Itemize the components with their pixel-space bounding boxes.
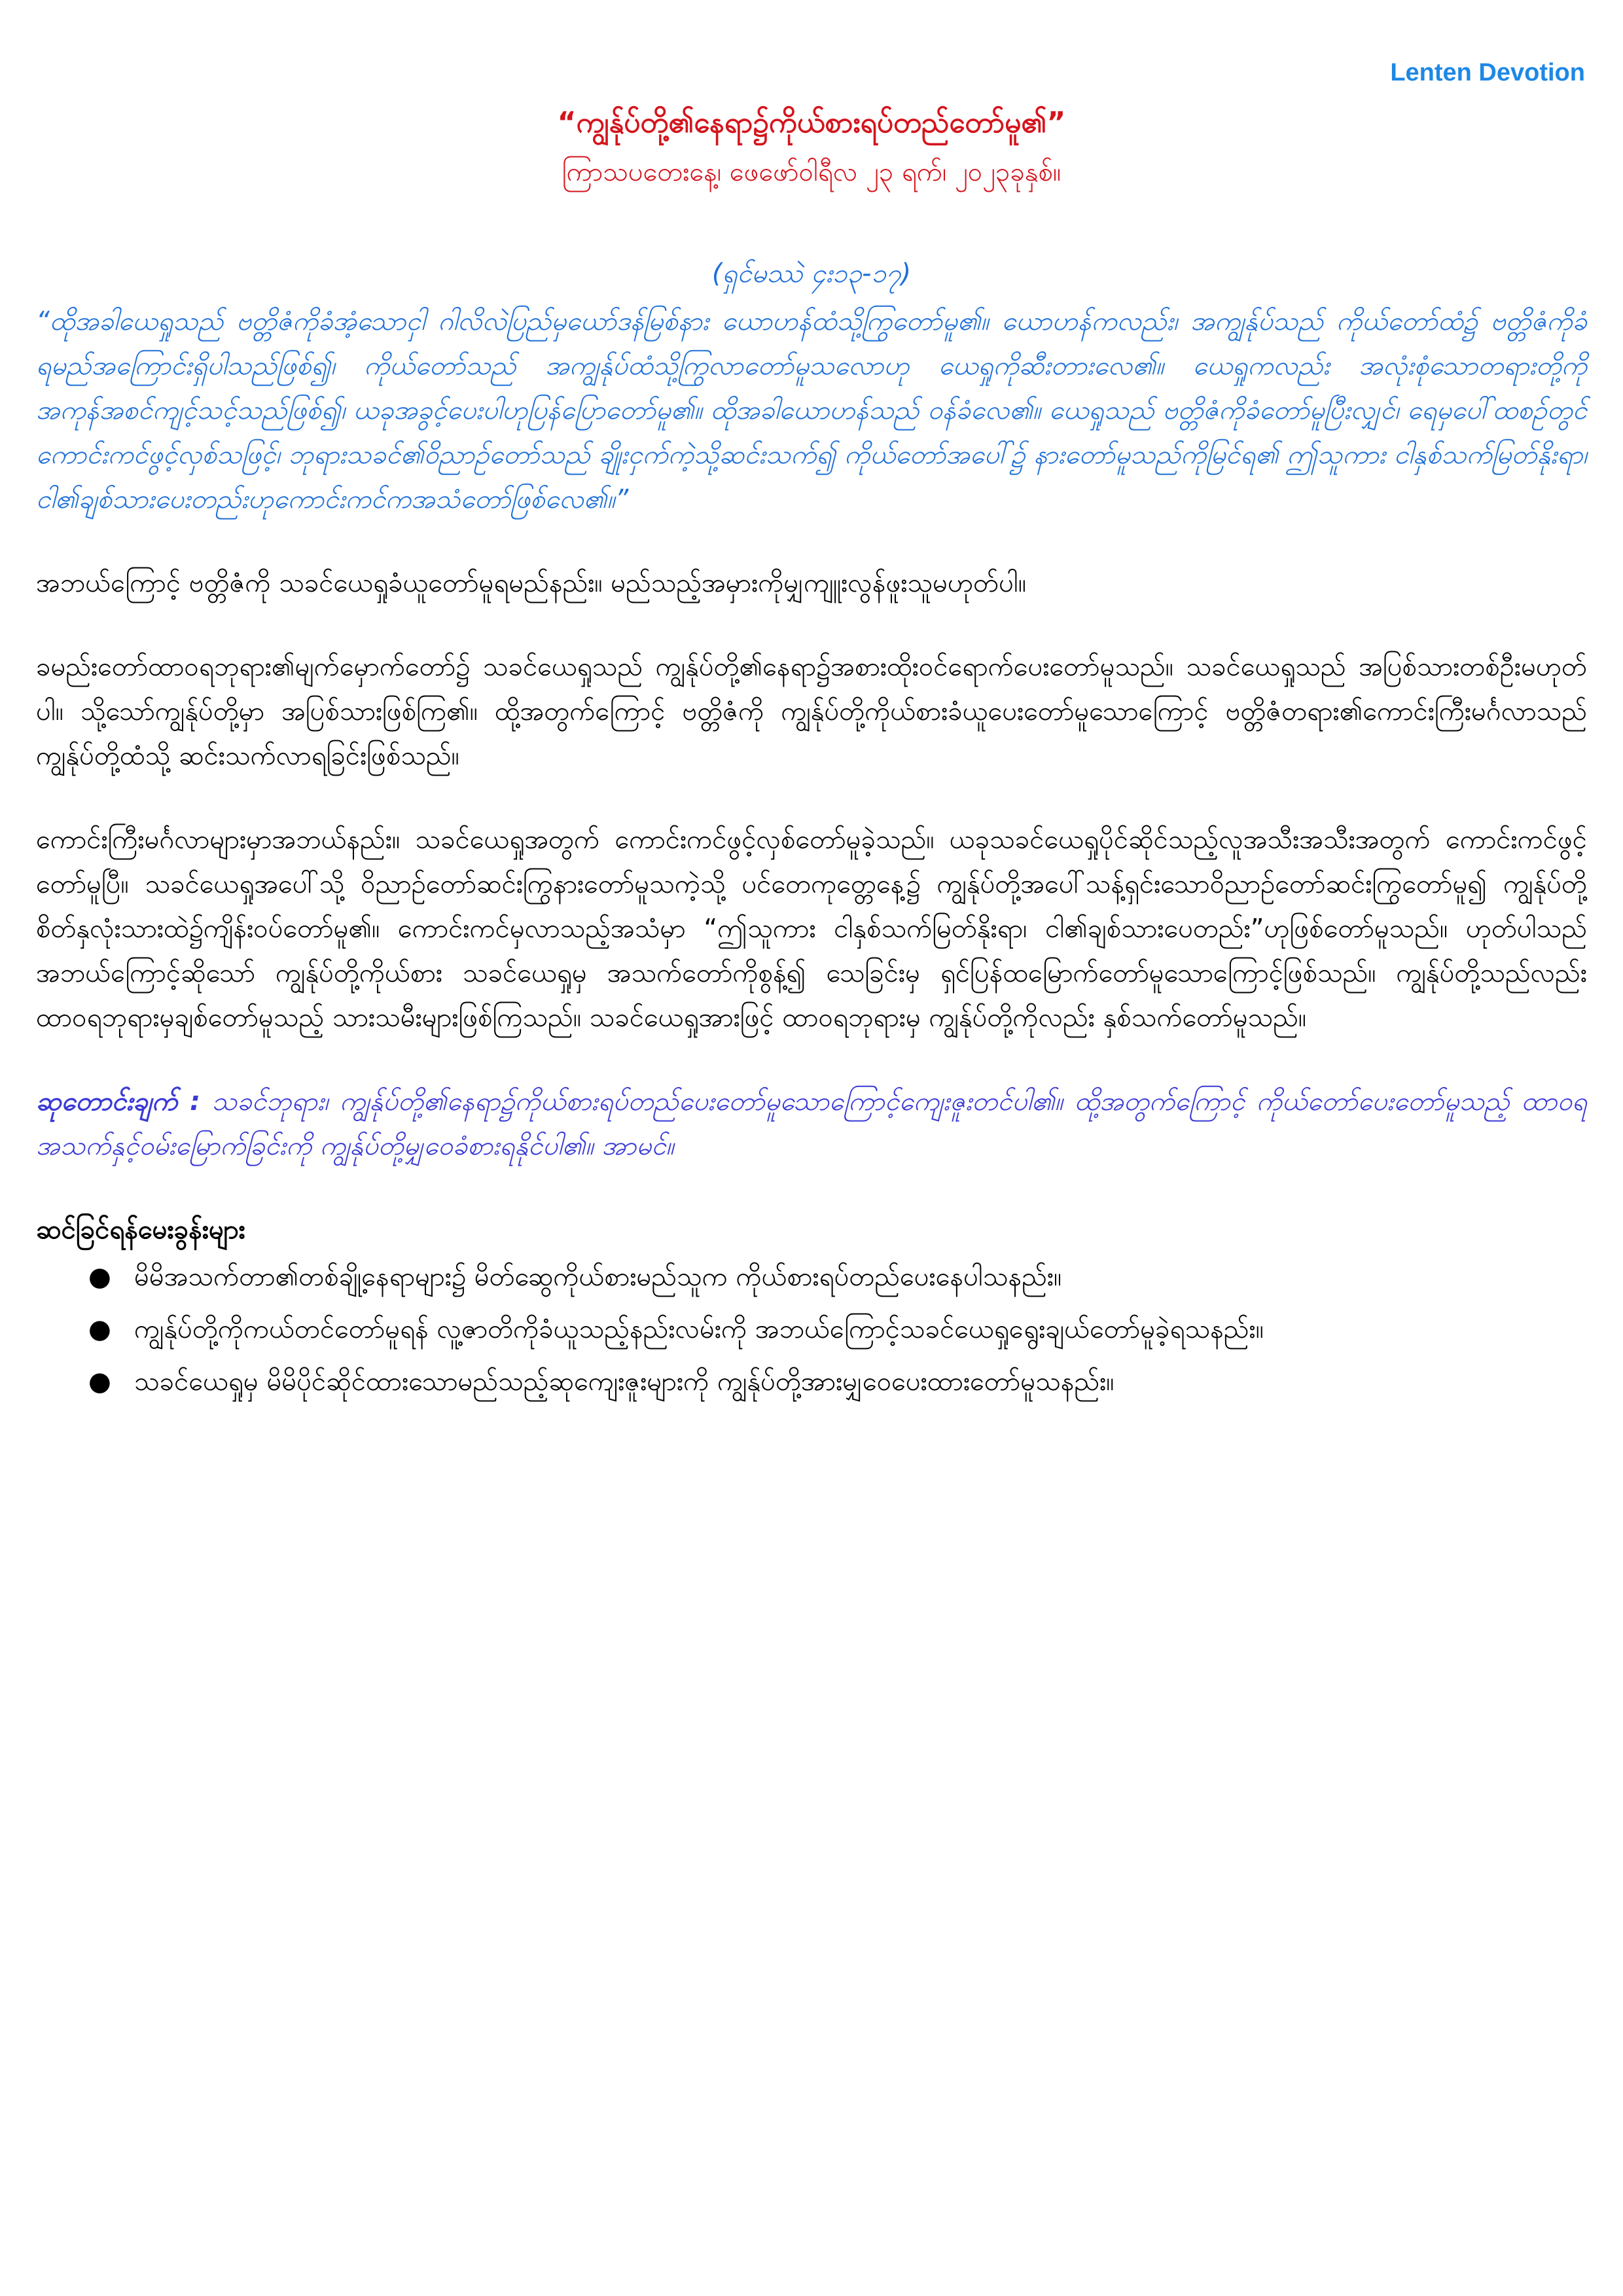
prayer-text: သခင်ဘုရား၊ ကျွန်ုပ်တို့၏နေရာ၌ကိုယ်စားရပ်တည်ပေးတော်မူသောကြောင့်ကျေးဇူးတင်ပါ၏။ ထို့အတွက်ကြောင့် ကိုယ်တော်ပေးတော်မူသည့် ထာဝရအသက်နှင့်ဝမ်းမြောက်ခြင်းကို ကျွန်ုပ်တို့မျှဝေခံစားရနိုင်ပါ၏။ အာမင်။ bbox=[36, 1086, 1588, 1161]
bullet-icon: ● bbox=[88, 1262, 111, 1292]
prayer-label: ဆုတောင်းချက် : bbox=[36, 1086, 200, 1117]
date-line: ကြာသပတေးနေ့၊ ဖေဖော်ဝါရီလ ၂၃ ရက်၊ ၂၀၂၃ခုနှစ်။ bbox=[562, 157, 1061, 187]
bullet-icon: ● bbox=[88, 1367, 111, 1397]
body-paragraph-3: ကောင်းကြီးမင်္ဂလာများမှာအဘယ်နည်း။ သခင်ယေရှုအတွက် ကောင်းကင်ဖွင့်လှစ်တော်မူခဲ့သည်။ ယခုသခင်ယေရှုပိုင်ဆိုင်သည့်လူအသီးအသီးအတွက် ကောင်းကင်ဖွင့်တော်မူပြီ။ သခင်ယေရှုအပေါ်သို့ ဝိညာဉ်တော်ဆင်းကြွနားတော်မူသကဲ့သို့ ပင်တေကုတ္တေနေ့၌ ကျွန်ုပ်တို့အပေါ်သန့်ရှင်းသောဝိညာဉ်တော်ဆင်းကြွတော်မူ၍ ကျွန်ုပ်တို့စိတ်နှလုံးသားထဲ၌ကျိန်းဝပ်တော်မူ၏။ ကောင်းကင်မှလာသည့်အသံမှာ “ဤသူကား ငါနှစ်သက်မြတ်နိုးရာ၊ ငါ၏ချစ်သားပေတည်း”ဟုဖြစ်တော်မူသည်။ ဟုတ်ပါသည် အဘယ်ကြောင့်ဆိုသော် ကျွန်ုပ်တို့ကိုယ်စား သခင်ယေရှုမှ အသက်တော်ကိုစွန့်၍ သေခြင်းမှ ရှင်ပြန်ထမြောက်တော်မူသောကြောင့်ဖြစ်သည်။ ကျွန်ုပ်တို့သည်လည်း ထာဝရဘုရားမှချစ်တော်မူသည့် သားသမီးများဖြစ်ကြသည်။ သခင်ယေရှုအားဖြင့် ထာဝရဘုရားမှ ကျွန်ုပ်တို့ကိုလည်း နှစ်သက်တော်မူသည်။ bbox=[36, 825, 1587, 1033]
list-item bbox=[88, 1359, 1587, 1404]
scripture-reference: (ရှင်မဿဲ ၄း၁၃-၁၇) bbox=[711, 259, 912, 289]
body-paragraph-2: ခမည်းတော်ထာဝရဘုရား၏မျက်မှောက်တော်၌ သခင်ယေရှုသည် ကျွန်ုပ်တို့၏နေရာ၌အစားထိုးဝင်ရောက်ပေးတော်မူသည်။ သခင်ယေရှုသည် အပြစ်သားတစ်ဦးမဟုတ်ပါ။ သို့သော်ကျွန်ုပ်တို့မှာ အပြစ်သားဖြစ်ကြ၏။ ထို့အတွက်ကြောင့် ဗတ္တိဇံကို ကျွန်ုပ်တို့ကိုယ်စားခံယူပေးတော်မူသောကြောင့် ဗတ္တိဇံတရား၏ကောင်းကြီးမင်္ဂလာသည် ကျွန်ုပ်တို့ထံသို့ ဆင်းသက်လာရခြင်းဖြစ်သည်။ bbox=[36, 652, 1587, 771]
question-text: ကျွန်ုပ်တို့ကိုကယ်တင်တော်မူရန် လူ့ဇာတိကိုခံယူသည့်နည်းလမ်းကို အဘယ်ကြောင့်သခင်ယေရှုရွေးချယ်တော်မူခဲ့ရသနည်း။ bbox=[134, 1314, 1264, 1344]
content-body bbox=[36, 252, 1587, 1412]
prayer-section bbox=[36, 1079, 1587, 1168]
question-text: မိမိအသက်တာ၏တစ်ချို့နေရာများ၌ မိတ်ဆွေကိုယ်စားမည်သူက ကိုယ်စားရပ်တည်ပေးနေပါသနည်း။ bbox=[134, 1262, 1062, 1292]
scripture-passage: “ထိုအခါယေရှုသည် ဗတ္တိဇံကိုခံအံ့သောငှါ ဂါလိလဲပြည်မှယော်ဒန်မြစ်နား ယောဟန်ထံသို့ကြွတော်မူ၏။ ယောဟန်ကလည်း၊ အကျွန်ုပ်သည် ကိုယ်တော်ထံ၌ ဗတ္တိဇံကိုခံရမည်အကြောင်းရှိပါသည်ဖြစ်၍၊ ကိုယ်တော်သည် အကျွန်ုပ်ထံသို့ကြွလာတော်မူသလောဟု ယေရှုကိုဆီးတားလေ၏။ ယေရှုကလည်း အလုံးစုံသောတရားတို့ကိုအကုန်အစင်ကျင့်သင့်သည်ဖြစ်၍၊ ယခုအခွင့်ပေးပါဟုပြန်ပြောတော်မူ၏။ ထိုအခါယောဟန်သည် ဝန်ခံလေ၏။ ယေရှုသည် ဗတ္တိဇံကိုခံတော်မူပြီးလျှင်၊ ရေမှပေါ်ထစဉ်တွင် ကောင်းကင်ဖွင့်လှစ်သဖြင့်၊ ဘုရားသခင်၏ဝိညာဉ်တော်သည် ချိုးငှက်ကဲ့သို့ဆင်းသက်၍ ကိုယ်တော်အပေါ်၌ နားတော်မူသည်ကိုမြင်ရ၏ ဤသူကား ငါနှစ်သက်မြတ်နိုးရာ၊ ငါ၏ချစ်သားပေးတည်းဟုကောင်းကင်ကအသံတော်ဖြစ်လေ၏။” bbox=[36, 306, 1587, 514]
questions-list bbox=[36, 1255, 1587, 1404]
list-item bbox=[88, 1307, 1587, 1352]
list-item bbox=[88, 1255, 1587, 1299]
bullet-icon: ● bbox=[88, 1314, 111, 1344]
page-title: “ကျွန်ုပ်တို့၏နေရာ၌ကိုယ်စားရပ်တည်တော်မူ၏” bbox=[557, 106, 1066, 139]
title-block bbox=[0, 98, 1623, 196]
questions-heading: ဆင်ခြင်ရန်မေးခွန်းများ bbox=[36, 1215, 245, 1245]
body-paragraph-1: အဘယ်ကြောင့် ဗတ္တိဇံကို သခင်ယေရှုခံယူတော်မူရမည်နည်း။ မည်သည့်အမှားကိုမျှကျူးလွန်ဖူးသူမဟုတ်ပါ။ bbox=[36, 568, 1026, 598]
question-text: သခင်ယေရှုမှ မိမိပိုင်ဆိုင်ထားသောမည်သည့်ဆုကျေးဇူးများကို ကျွန်ုပ်တို့အားမျှဝေပေးထားတော်မူသနည်း။ bbox=[134, 1367, 1115, 1397]
series-tag: Lenten Devotion bbox=[1390, 59, 1585, 86]
